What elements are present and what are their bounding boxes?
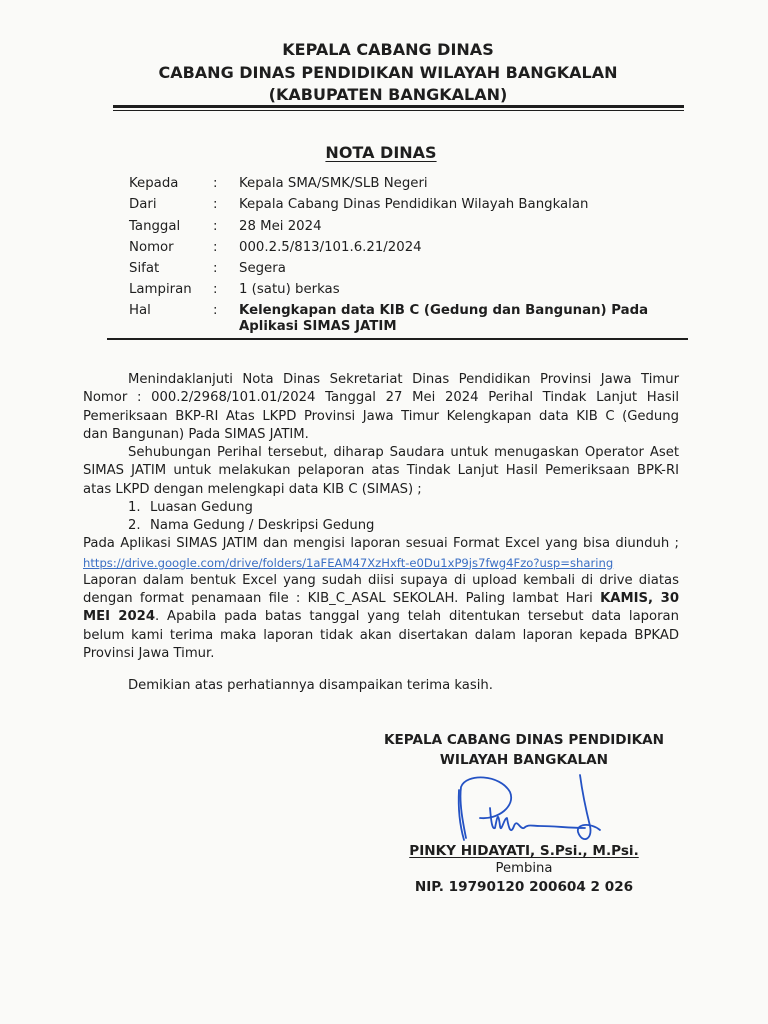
subject-line: Kelengkapan data KIB C (Gedung dan Bangunan) Pada (239, 302, 649, 318)
list-item-text: Luasan Gedung (150, 499, 253, 515)
paragraph-2-line: SIMAS JATIM untuk melakukan pelaporan atas Tindak Lanjut Hasil Pemeriksaan BPK-RI (83, 463, 679, 479)
signatory-position (374, 730, 674, 770)
handwritten-signature (440, 768, 620, 853)
paragraph-2-line: Sehubungan Perihal tersebut, diharap Saudara untuk menugaskan Operator Aset (128, 445, 679, 461)
deadline-date-bold: MEI 2024 (83, 609, 155, 625)
deadline-day-bold: KAMIS, 30 (600, 591, 680, 607)
memo-fields (129, 173, 689, 335)
subject-line: Aplikasi SIMAS JATIM (239, 318, 397, 334)
field-separator: : (213, 282, 218, 298)
list-item-text: Nama Gedung / Deskripsi Gedung (150, 518, 375, 534)
field-row-hal (129, 301, 689, 335)
paragraph-1-line: Pemeriksaan BKP-RI Atas LKPD Provinsi Jawa Timur Kelengkapan data KIB C (Gedung (83, 408, 679, 424)
paragraph-4-line: Laporan dalam bentuk Excel yang sudah diisi supaya di upload kembali di drive diatas (83, 572, 679, 588)
paragraph-1-line: Nomor : 000.2/2968/101.01/2024 Tanggal 27 Mei 2024 Perihal Tindak Lanjut Hasil (83, 390, 679, 406)
field-label: Tanggal (129, 218, 181, 234)
paragraph-2-line: atas LKPD dengan melengkapi data KIB C (SIMAS) ; (83, 481, 422, 497)
field-row-sifat (129, 258, 689, 279)
letterhead-rule-thick (113, 105, 684, 108)
letterhead-line-1: KEPALA CABANG DINAS (282, 40, 494, 59)
field-row-nomor (129, 237, 689, 258)
deadline-text: dengan format penamaan file : KIB_C_ASAL SEKOLAH. Paling lambat Hari (83, 591, 601, 607)
letterhead-rule-thin (113, 110, 684, 111)
field-label: Kepada (129, 176, 179, 191)
field-separator: : (213, 239, 218, 255)
paragraph-1-line: dan Bangunan) Pada SIMAS JATIM. (83, 426, 309, 442)
signatory-position-line-1: KEPALA CABANG DINAS PENDIDIKAN (383, 732, 665, 748)
list-item-number: 2. (128, 518, 141, 534)
list-item (83, 499, 679, 517)
field-separator: : (213, 218, 218, 234)
memo-body (83, 371, 679, 663)
letterhead (88, 39, 688, 107)
paragraph-4-line-deadline (83, 590, 679, 608)
signatory-name-line (374, 842, 674, 860)
field-label: Lampiran (129, 282, 192, 298)
fields-divider (107, 338, 688, 340)
field-value: 28 Mei 2024 (239, 218, 322, 234)
letterhead-line-2: CABANG DINAS PENDIDIKAN WILAYAH BANGKALAN (158, 62, 618, 82)
signatory-details (374, 842, 674, 896)
field-label: Dari (129, 197, 157, 213)
paragraph-3-line: Pada Aplikasi SIMAS JATIM dan mengisi laporan sesuai Format Excel yang bisa diunduh ; (83, 536, 679, 552)
drive-link[interactable]: https://drive.google.com/drive/folders/1aFEAM47XzHxft-e0Du1xP9js7fwg4Fzo?usp=sharing (83, 555, 614, 570)
document-title-text: NOTA DINAS (325, 143, 437, 162)
field-row-kepada (129, 173, 689, 194)
field-row-lampiran (129, 279, 689, 300)
deadline-note-text: . Apabila pada batas tanggal yang telah ditentukan tersebut data laporan (155, 609, 679, 625)
letterhead-line-3: (KABUPATEN BANGKALAN) (268, 85, 508, 104)
field-value-subject (239, 303, 689, 335)
paragraph-4-line: belum kami terima maka laporan tidak akan disertakan dalam laporan kepada BPKAD (83, 627, 679, 643)
paragraph-4-line-deadline-date (83, 608, 679, 626)
field-label: Sifat (129, 261, 160, 277)
field-value: 000.2.5/813/101.6.21/2024 (239, 239, 422, 255)
signatory-nip: NIP. 19790120 200604 2 026 (414, 879, 634, 895)
signatory-rank: Pembina (495, 861, 553, 876)
closing-sentence: Demikian atas perhatiannya disampaikan terima kasih. (128, 678, 493, 693)
field-value: Kepala Cabang Dinas Pendidikan Wilayah Bangkalan (239, 197, 589, 213)
field-separator: : (213, 176, 218, 191)
field-value: Segera (239, 261, 286, 277)
list-item (83, 517, 679, 535)
field-value: 1 (satu) berkas (239, 282, 340, 298)
document-title (0, 143, 762, 163)
field-label: Nomor (129, 239, 174, 255)
signatory-position-line-2: WILAYAH BANGKALAN (439, 752, 609, 768)
field-separator: : (213, 302, 218, 318)
field-row-tanggal (129, 216, 689, 237)
field-separator: : (213, 261, 218, 277)
field-separator: : (213, 197, 218, 213)
signatory-name: PINKY HIDAYATI, S.Psi., M.Psi. (409, 843, 639, 859)
paragraph-4-line: Provinsi Jawa Timur. (83, 645, 215, 661)
paragraph-1-line: Menindaklanjuti Nota Dinas Sekretariat Dinas Pendidikan Provinsi Jawa Timur (128, 372, 679, 387)
list-item-number: 1. (128, 499, 141, 515)
field-label: Hal (129, 302, 151, 318)
field-row-dari (129, 194, 689, 215)
field-value: Kepala SMA/SMK/SLB Negeri (239, 176, 428, 191)
